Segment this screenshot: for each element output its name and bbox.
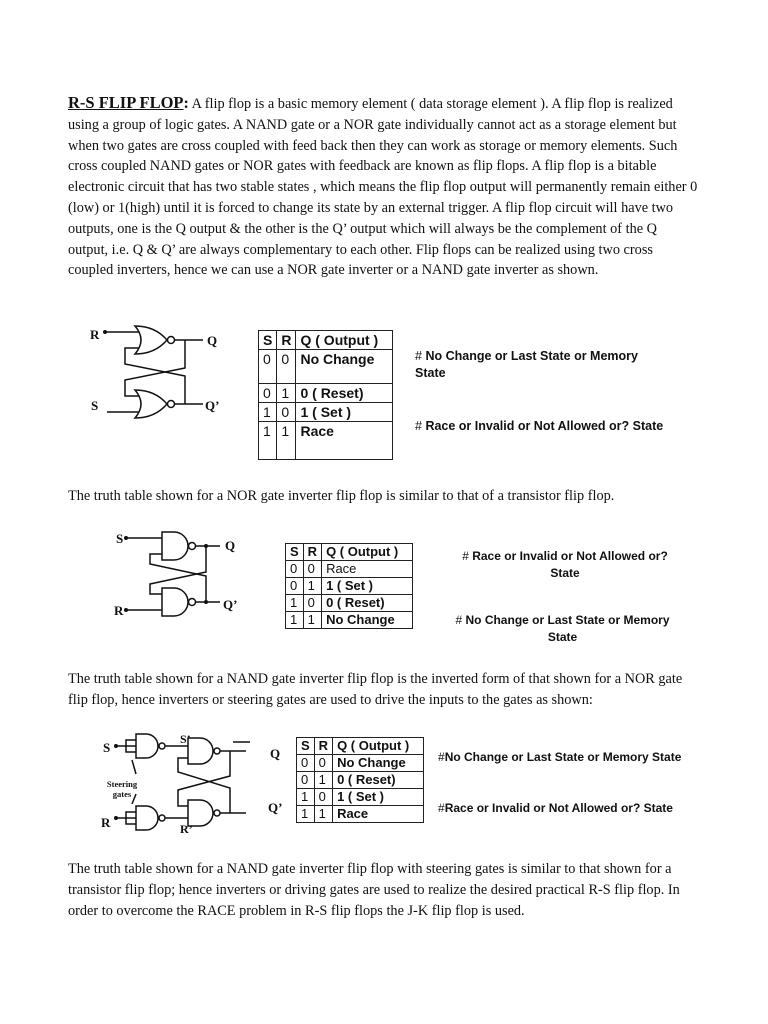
output-q-label: Q <box>207 333 218 348</box>
steering-truth-table <box>296 737 424 823</box>
cell: 1 <box>297 806 315 823</box>
cell: 1 <box>286 595 304 612</box>
title-colon: : <box>183 95 189 112</box>
s-prime-label: S’ <box>180 732 191 746</box>
cell: 1 <box>303 612 321 629</box>
input-r-label: R <box>90 327 100 342</box>
figure-nor-flip-flop <box>85 318 725 468</box>
figure-steering-flip-flop <box>98 732 708 842</box>
input-s-label: S <box>91 398 99 413</box>
cell: 0 <box>314 789 332 806</box>
note-no-change <box>445 612 680 646</box>
cell: Race <box>333 806 424 823</box>
cell: 0 <box>297 755 315 772</box>
header-r: R <box>277 331 296 350</box>
hash-mark: # <box>415 349 422 363</box>
header-s: S <box>297 738 315 755</box>
cell: 0 ( Reset) <box>296 384 393 403</box>
header-s: S <box>286 544 304 561</box>
hash-mark: # <box>455 613 463 627</box>
cell: 0 <box>286 561 304 578</box>
paragraph-nand-note: The truth table shown for a NAND gate inverter flip flop is the inverted form of that shown for a NOR gate flip flop, hence inverters or steering gates are used to drive the inputs to the gates as shown: <box>68 671 683 708</box>
output-q-label: Q <box>225 538 236 553</box>
cell: No Change <box>322 612 413 629</box>
cell: 0 <box>297 772 315 789</box>
note-race <box>438 800 708 817</box>
note-text: No Change or Last State or Memory State <box>415 349 638 380</box>
cell: 1 <box>303 578 321 595</box>
note-no-change <box>415 348 670 382</box>
paragraph-conclusion: The truth table shown for a NAND gate inverter flip flop with steering gates is similar to that shown for a transistor flip flop; hence inverters or driving gates are used to realize the desired practical R-S flip flop. In order to overcome the RACE problem in R-S flip flops the J-K flip flop is used. <box>68 861 680 919</box>
cell: Race <box>322 561 413 578</box>
paragraph-nor-note: The truth table shown for a NOR gate inverter flip flop is similar to that of a transistor flip flop. <box>68 488 615 504</box>
r-prime-label: R’ <box>180 822 193 836</box>
header-q-output: Q ( Output ) <box>322 544 413 561</box>
hash-mark: # <box>415 419 422 433</box>
cell: No Change <box>333 755 424 772</box>
cell: 1 <box>277 384 296 403</box>
cell: 1 ( Set ) <box>296 403 393 422</box>
cell: 0 <box>259 384 277 403</box>
cell: 1 <box>259 403 277 422</box>
output-q-label: Q <box>270 746 281 761</box>
cell: 0 ( Reset) <box>322 595 413 612</box>
cell: 1 ( Set ) <box>333 789 424 806</box>
cell: 0 <box>314 755 332 772</box>
note-text: Race or Invalid or Not Allowed or? State <box>444 801 673 815</box>
intro-text: A flip flop is a basic memory element ( data storage element ). A flip flop is realized using a group of logic gates. A NAND gate or a NOR gate individually cannot act as a storage element but when two gates are cross coupled with feed back then they can work as storage or memory elements. Such cross coupled NAND gates or NOR gates with feedback are known as flip flops. A flip flop is a bitable electronic circuit that has two stable states , which means the flip flop output will permanently remain either 0 (low) or 1(high) until it is forced to change its state by an external trigger. A flip flop circuit will have two outputs, one is the Q output & the other is the Q’ output which will always be the complement of the Q output, i.e. Q & Q’ are always complementary to each other. Flip flops can be realized using two cross coupled inverters, hence we can use a NOR gate inverter or a NAND gate inverter as shown. <box>68 96 698 279</box>
output-qbar-label: Q’ <box>223 597 238 612</box>
note-text: No Change or Last State or Memory State <box>444 750 682 764</box>
hash-mark: # <box>438 750 445 764</box>
header-q-output: Q ( Output ) <box>333 738 424 755</box>
nor-circuit-diagram <box>85 318 245 428</box>
cell: 0 <box>259 350 277 384</box>
note-text: Race or Invalid or Not Allowed or? State <box>472 549 668 580</box>
cell: 1 <box>286 612 304 629</box>
cell: 1 <box>314 806 332 823</box>
cell: 0 <box>277 350 296 384</box>
input-r-label: R <box>114 603 124 618</box>
output-qbar-label: Q’ <box>205 398 220 413</box>
input-r-label: R <box>101 815 111 830</box>
header-r: R <box>314 738 332 755</box>
note-no-change <box>438 749 708 766</box>
cell: Race <box>296 422 393 460</box>
cell: 0 <box>277 403 296 422</box>
output-qbar-label: Q’ <box>268 800 283 815</box>
cell: 0 <box>286 578 304 595</box>
cell: 0 <box>303 595 321 612</box>
nor-truth-table <box>258 330 393 460</box>
cell: 1 <box>314 772 332 789</box>
steering-gates-label: Steering gates <box>106 779 138 799</box>
figure-nand-flip-flop <box>110 528 710 648</box>
hash-mark: # <box>462 549 469 563</box>
input-s-label: S <box>116 531 124 546</box>
note-text: No Change or Last State or Memory State <box>465 613 670 644</box>
cell: No Change <box>296 350 393 384</box>
nand-truth-table <box>285 543 413 629</box>
section-title: R-S FLIP FLOP <box>68 93 184 112</box>
cell: 0 ( Reset) <box>333 772 424 789</box>
cell: 1 ( Set ) <box>322 578 413 595</box>
header-q-output: Q ( Output ) <box>296 331 393 350</box>
header-s: S <box>259 331 277 350</box>
cell: 1 <box>259 422 277 460</box>
cell: 1 <box>277 422 296 460</box>
note-text: Race or Invalid or Not Allowed or? State <box>425 419 664 433</box>
note-race <box>415 418 670 435</box>
cell: 1 <box>297 789 315 806</box>
note-race <box>450 548 680 582</box>
cell: 0 <box>303 561 321 578</box>
input-s-label: S <box>103 740 111 755</box>
hash-mark: # <box>438 801 445 815</box>
intro-paragraph <box>68 93 700 281</box>
header-r: R <box>303 544 321 561</box>
